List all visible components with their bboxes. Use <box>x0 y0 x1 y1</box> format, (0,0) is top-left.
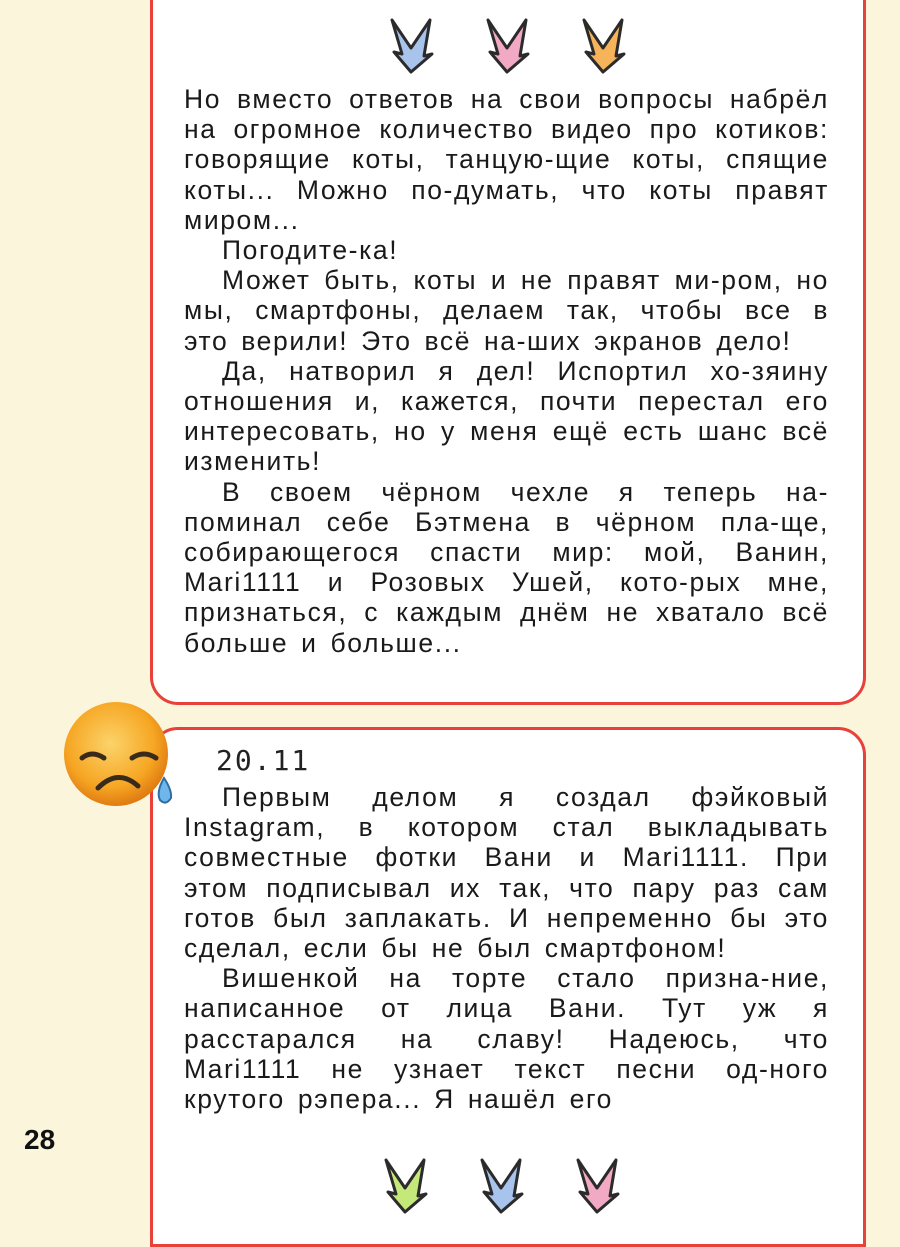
arrow-down-blue-icon <box>478 1158 524 1214</box>
bottom-text-block <box>184 782 829 1114</box>
arrow-down-pink-icon <box>484 18 530 74</box>
arrow-down-green-icon <box>382 1158 428 1214</box>
paragraph: Погодите-ка! <box>222 235 399 266</box>
sad-crying-face-icon <box>52 702 178 812</box>
arrow-down-orange-icon <box>580 18 626 74</box>
arrow-down-blue-icon <box>388 18 434 74</box>
paragraph: В своем чёрном чехле я теперь на-поминал себе Бэтмена в чёрном пла-ще, собирающегося спасти мир: мой, Ванин, Mari1111 и Розовых Ушей, кото-рых мне, признаться, с каждым днём не хватало всё больше и больше... <box>184 476 829 658</box>
paragraph: Вишенкой на торте стало призна-ние, написанное от лица Вани. Тут уж я расстарался на славу! Надеюсь, что Mari1111 не узнает текст песни од-ного крутого рэпера... Я нашёл его <box>184 963 829 1115</box>
paragraph: Да, натворил я дел! Испортил хо-зяину отношения и, кажется, почти перестал его интересовать, но у меня ещё есть шанс всё изменить! <box>184 355 829 477</box>
arrow-down-pink-icon <box>574 1158 620 1214</box>
top-text-block <box>184 84 829 658</box>
paragraph: Но вместо ответов на свои вопросы набрёл на огромное количество видео про котиков: говорящие коты, танцую-щие коты, спящие коты... Можно по-думать, что коты правят миром... <box>184 84 829 235</box>
page-number: 28 <box>24 1124 56 1155</box>
paragraph: Может быть, коты и не правят ми-ром, но мы, смартфоны, делаем так, чтобы все в это верили! Это всё на-ших экранов дело! <box>184 265 829 356</box>
diary-date: 20.11 <box>216 744 311 777</box>
paragraph: Первым делом я создал фэйковый Instagram, в котором стал выкладывать совместные фотки Вани и Mari1111. При этом подписывал их так, что пару раз сам готов был заплакать. И непременно бы это сделал, если бы не был смартфоном! <box>184 782 829 964</box>
